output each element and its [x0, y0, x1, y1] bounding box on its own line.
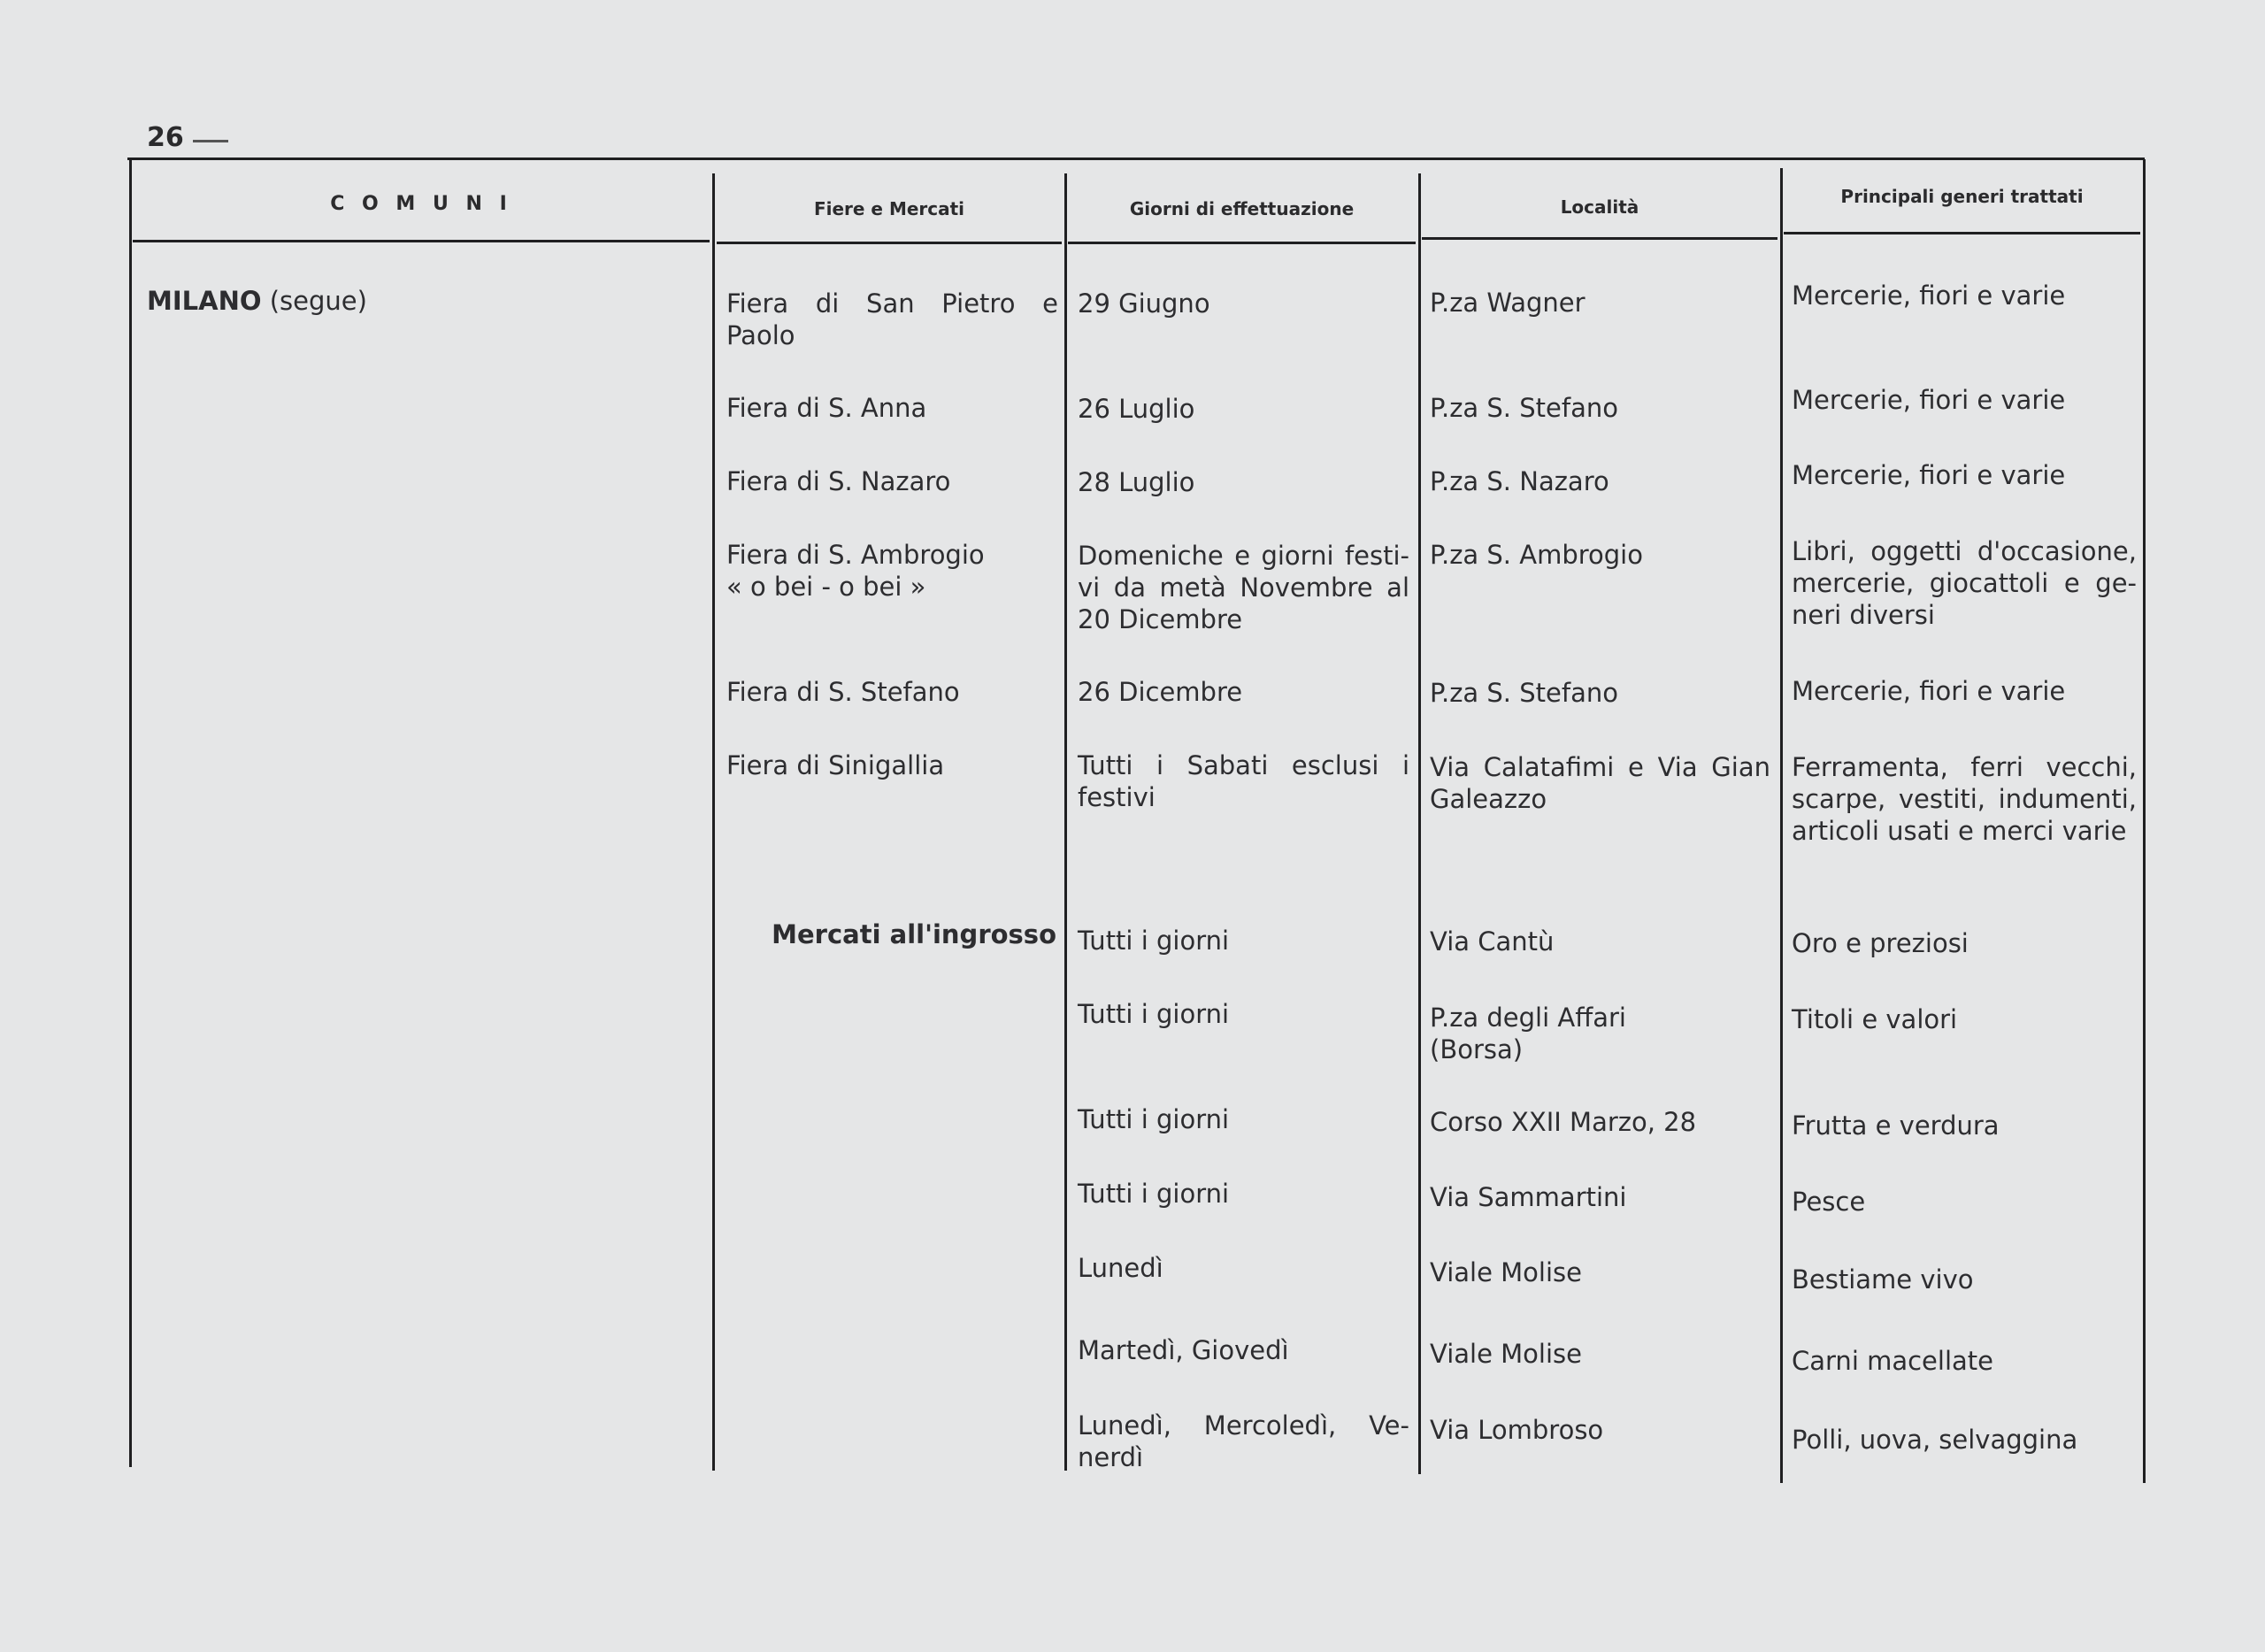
row-11-generi: Carni macellate: [1792, 1346, 1993, 1376]
row-5-giorni: Tutti i Sabati esclusi i festivi: [1078, 750, 1409, 812]
header-rule-generi: [1784, 232, 2140, 234]
header-fiere: Fiere e Mercati: [813, 198, 965, 219]
row-1-fiera: Fiera di S. Anna: [726, 393, 927, 423]
comune-name: MILANO: [147, 286, 262, 316]
row-11-giorni: Martedì, Giovedì: [1078, 1335, 1289, 1365]
row-1-generi: Mercerie, fiori e varie: [1792, 385, 2066, 415]
row-4-giorni: 26 Dicembre: [1078, 677, 1243, 707]
row-4-localita: P.za S. Stefano: [1430, 678, 1618, 708]
header-rule-fiere: [717, 242, 1062, 244]
page-number: 26: [147, 122, 184, 153]
table-right-rule: [2143, 159, 2146, 1483]
row-0-localita: P.za Wagner: [1430, 288, 1586, 318]
row-3-fiera-name: Fiera di S. Ambrogio: [726, 540, 985, 570]
header-giorni: Giorni di effettuazione: [1129, 198, 1355, 219]
header-rule-giorni: [1068, 242, 1416, 244]
row-5-fiera: Fiera di Sinigallia: [726, 750, 945, 780]
row-3-fiera-subtitle: « o bei - o bei »: [726, 572, 926, 602]
row-6-generi: Oro e preziosi: [1792, 928, 1969, 958]
header-generi: Principali generi trattati: [1840, 186, 2084, 207]
header-rule-comuni: [133, 240, 710, 242]
row-10-generi: Bestiame vivo: [1792, 1264, 1974, 1295]
row-8-generi: Frutta e verdura: [1792, 1110, 2000, 1141]
row-9-giorni: Tutti i giorni: [1078, 1179, 1230, 1209]
column-divider-1: [712, 173, 715, 1471]
section-label-mercati: Mercati all'ingrosso: [772, 919, 1056, 949]
row-2-generi: Mercerie, fiori e varie: [1792, 460, 2066, 490]
row-4-generi: Mercerie, fiori e varie: [1792, 676, 2066, 706]
row-0-generi: Mercerie, fiori e varie: [1792, 280, 2066, 311]
row-9-generi: Pesce: [1792, 1187, 1866, 1217]
row-1-giorni: 26 Luglio: [1078, 394, 1195, 424]
row-2-localita: P.za S. Nazaro: [1430, 466, 1609, 496]
row-8-giorni: Tutti i giorni: [1078, 1104, 1230, 1134]
row-12-localita: Via Lombroso: [1430, 1415, 1604, 1445]
row-12-generi: Polli, uova, selvaggina: [1792, 1425, 2078, 1455]
row-3-fiera: [726, 539, 1058, 603]
row-2-giorni: 28 Luglio: [1078, 467, 1195, 497]
table-top-rule: [127, 158, 2145, 160]
comune-note: (segue): [269, 286, 367, 316]
row-0-fiera: Fiera di San Pietro e Paolo: [726, 288, 1058, 350]
table-left-rule: [129, 159, 132, 1467]
header-localita: Località: [1560, 196, 1639, 218]
row-0-giorni: 29 Giugno: [1078, 288, 1210, 319]
row-6-localita: Via Cantù: [1430, 926, 1555, 957]
row-7-generi: Titoli e valori: [1792, 1004, 1958, 1034]
row-5-generi: Ferramenta, ferri vecchi, scarpe, vestiti, indumenti, articoli usati e merci varie: [1792, 752, 2137, 846]
page-number-dash: [193, 140, 228, 142]
row-10-localita: Viale Molise: [1430, 1257, 1582, 1287]
column-divider-3: [1418, 173, 1421, 1474]
row-8-localita: Corso XXII Marzo, 28: [1430, 1107, 1697, 1137]
column-divider-2: [1064, 173, 1067, 1471]
row-3-localita: P.za S. Ambrogio: [1430, 540, 1643, 570]
row-4-fiera: Fiera di S. Stefano: [726, 677, 960, 707]
comune-cell: [147, 285, 695, 317]
row-1-localita: P.za S. Stefano: [1430, 393, 1618, 423]
header-rule-localita: [1422, 237, 1777, 240]
column-divider-4: [1780, 168, 1783, 1483]
row-10-giorni: Lunedì: [1078, 1253, 1163, 1283]
row-12-giorni: Lunedì, Mercoledì, Ve-nerdì: [1078, 1410, 1409, 1472]
row-3-giorni: Domeniche e giorni festi-vi da metà Novembre al 20 Dicembre: [1078, 541, 1409, 634]
row-7-giorni: Tutti i giorni: [1078, 999, 1230, 1029]
row-3-generi: Libri, oggetti d'occasione, mercerie, giocattoli e ge-neri diversi: [1792, 536, 2137, 630]
row-7-localita: P.za degli Affari (Borsa): [1430, 1003, 1626, 1064]
row-9-localita: Via Sammartini: [1430, 1182, 1627, 1212]
row-2-fiera: Fiera di S. Nazaro: [726, 466, 951, 496]
row-6-giorni: Tutti i giorni: [1078, 926, 1230, 956]
row-11-localita: Viale Molise: [1430, 1339, 1582, 1369]
row-5-localita: Via Calatafimi e Via Gian Galeazzo: [1430, 752, 1770, 814]
header-comuni: C O M U N I: [330, 193, 512, 215]
